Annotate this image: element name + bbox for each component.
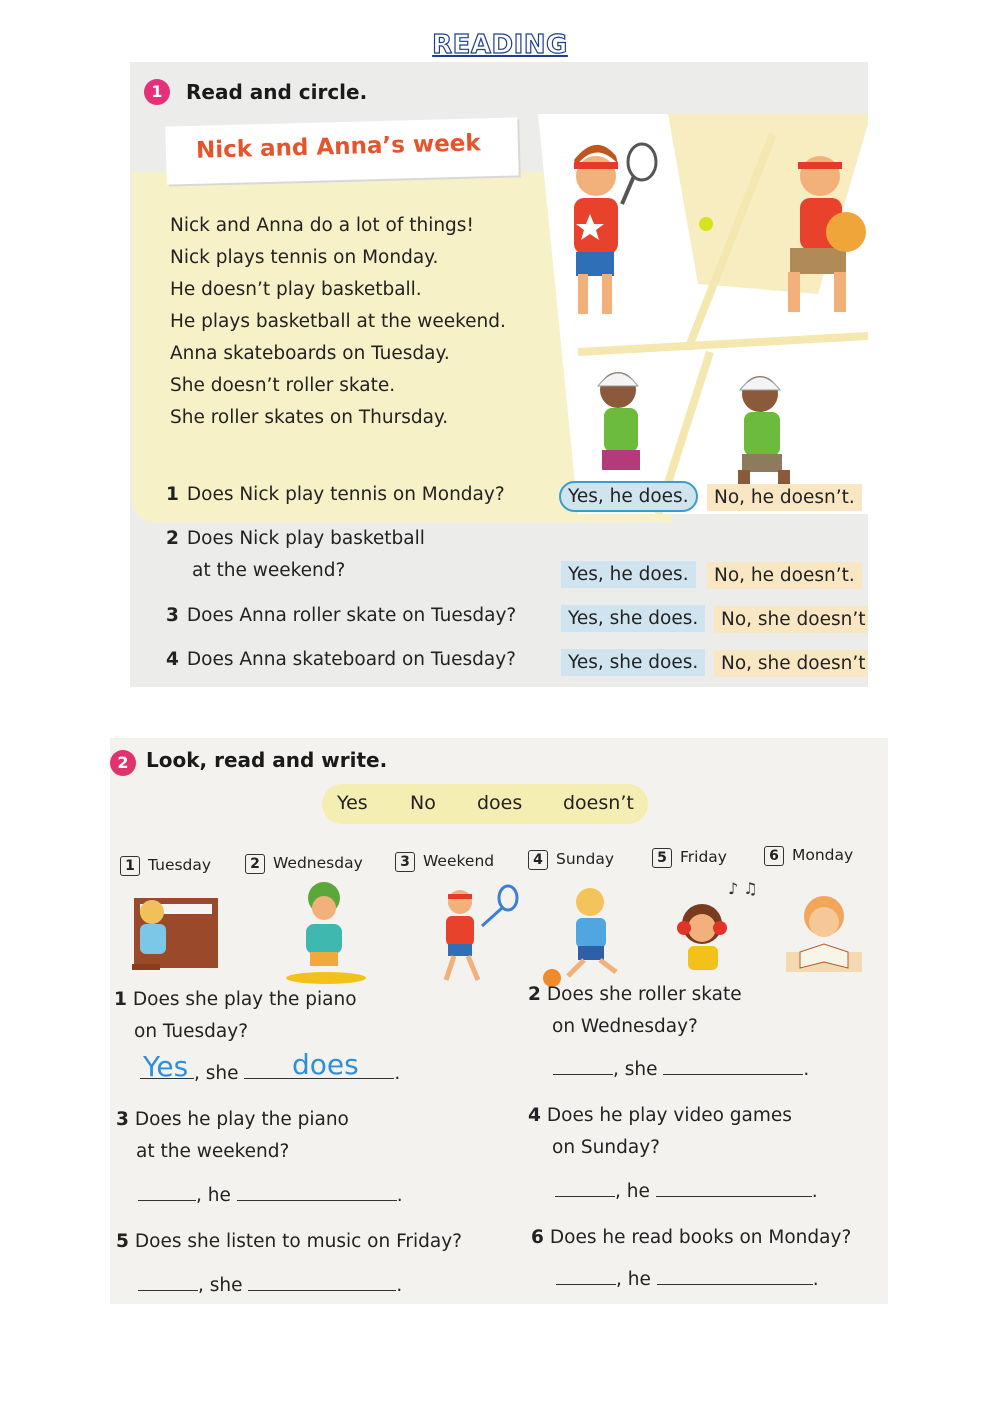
question-line-1: Does he read books on Monday?: [549, 1227, 852, 1248]
tennis-boy-picture: [446, 886, 517, 980]
answer-pronoun: she: [209, 1275, 243, 1296]
answer-line-1: , she .: [140, 1060, 400, 1084]
question-line-1: Does he play the piano: [134, 1109, 349, 1130]
write-question-3: [116, 1104, 349, 1168]
answer-line-4: , he .: [555, 1178, 818, 1202]
day-number: 1: [120, 856, 140, 876]
question-number: 3: [116, 1109, 129, 1130]
story-line: He plays basketball at the weekend.: [170, 311, 506, 332]
handwritten-answer-does[interactable]: does: [292, 1048, 359, 1081]
piano-girl-picture: [132, 898, 218, 970]
day-number: 3: [395, 852, 415, 872]
question-number: 5: [116, 1231, 129, 1252]
day-name: Tuesday: [148, 856, 212, 874]
story-line: Anna skateboards on Tuesday.: [170, 343, 450, 364]
day-number: 2: [245, 854, 265, 874]
question-number: 2: [528, 984, 541, 1005]
answer-line-2: , she .: [553, 1056, 809, 1080]
question-text-cont: at the weekend?: [192, 560, 346, 581]
question-text: Does Anna roller skate on Tuesday?: [186, 605, 517, 626]
day-name: Friday: [680, 848, 727, 866]
answer-blank[interactable]: [138, 1272, 198, 1291]
question-line-2: on Wednesday?: [552, 1016, 698, 1037]
day-name: Sunday: [556, 850, 614, 868]
answer-yes-3[interactable]: Yes, she does.: [561, 605, 705, 632]
answer-blank[interactable]: [553, 1056, 613, 1075]
answer-pronoun: he: [626, 1181, 650, 1202]
question-row-2: [166, 528, 425, 549]
story-line: She roller skates on Thursday.: [170, 407, 449, 428]
day-label-6: [764, 846, 853, 866]
answer-pronoun: she: [624, 1059, 658, 1080]
question-line-1: Does she roller skate: [546, 984, 742, 1005]
write-question-1: [114, 984, 357, 1048]
word-bank-word: No: [410, 792, 436, 814]
answer-no-2[interactable]: No, he doesn’t.: [707, 562, 862, 589]
write-question-2: [528, 979, 742, 1043]
story-line: He doesn’t play basketball.: [170, 279, 422, 300]
story-text: [170, 210, 506, 434]
word-bank-word: does: [477, 792, 523, 814]
question-text: Does Nick play basketball: [186, 528, 425, 549]
answer-blank[interactable]: [555, 1178, 615, 1197]
question-text: Does Nick play tennis on Monday?: [186, 484, 505, 505]
answer-no-3[interactable]: No, she doesn’t: [714, 606, 868, 633]
day-number: 4: [528, 850, 548, 870]
exercise-1-badge: 1: [144, 79, 170, 105]
answer-blank[interactable]: [237, 1182, 397, 1201]
write-question-4: [528, 1100, 792, 1164]
question-number: 1: [166, 484, 179, 505]
skateboard-girl-picture: [286, 882, 366, 984]
story-line: Nick and Anna do a lot of things!: [170, 215, 474, 236]
question-number: 3: [166, 605, 179, 626]
question-number: 1: [114, 989, 127, 1010]
answer-blank[interactable]: [663, 1056, 803, 1075]
answer-line-5: , she .: [138, 1272, 402, 1296]
question-line-2: at the weekend?: [136, 1141, 290, 1162]
day-name: Wednesday: [273, 854, 363, 872]
handwritten-answer-yes[interactable]: Yes: [143, 1050, 189, 1083]
word-bank-word: doesn’t: [563, 792, 634, 814]
story-title: Nick and Anna’s week: [195, 130, 481, 164]
question-line-1: Does he play video games: [546, 1105, 792, 1126]
page-title: READING: [432, 30, 568, 60]
question-line-1: Does she play the piano: [132, 989, 357, 1010]
answer-yes-1[interactable]: Yes, he does.: [559, 481, 698, 512]
question-line-1: Does she listen to music on Friday?: [134, 1231, 462, 1252]
question-row-3: [166, 605, 516, 626]
question-row-1: [166, 484, 505, 505]
answer-pronoun: he: [207, 1185, 231, 1206]
activity-pictures: [110, 868, 888, 988]
question-line-2: on Sunday?: [552, 1137, 660, 1158]
day-name: Weekend: [423, 852, 495, 870]
answer-line-6: , he .: [556, 1266, 819, 1290]
exercise-1: [130, 62, 868, 687]
word-bank: [322, 784, 648, 824]
reading-boy-picture: [786, 896, 862, 972]
day-number: 6: [764, 846, 784, 866]
story-illustration: [538, 114, 868, 514]
answer-blank[interactable]: [138, 1182, 196, 1201]
question-number: 6: [531, 1227, 544, 1248]
write-question-5: [116, 1226, 462, 1258]
story-line: She doesn’t roller skate.: [170, 375, 396, 396]
story-line: Nick plays tennis on Monday.: [170, 247, 439, 268]
svg-text:♪ ♫: ♪ ♫: [728, 879, 758, 898]
answer-blank[interactable]: [248, 1272, 396, 1291]
write-question-6: [531, 1222, 851, 1254]
answer-blank[interactable]: [656, 1178, 812, 1197]
word-bank-word: Yes: [337, 792, 368, 814]
music-girl-picture: [677, 879, 758, 970]
answer-yes-2[interactable]: Yes, he does.: [561, 561, 696, 588]
answer-pronoun: he: [627, 1269, 651, 1290]
question-number: 4: [528, 1105, 541, 1126]
exercise-1-instruction: Read and circle.: [186, 80, 368, 104]
question-row-4: [166, 649, 516, 670]
day-name: Monday: [792, 846, 854, 864]
day-label-4: [528, 850, 614, 870]
exercise-2-badge: 2: [110, 750, 136, 776]
answer-yes-4[interactable]: Yes, she does.: [561, 649, 705, 676]
answer-blank[interactable]: [657, 1266, 813, 1285]
answer-no-4[interactable]: No, she doesn’t: [714, 650, 868, 677]
answer-pronoun: she: [205, 1063, 239, 1084]
question-line-2: on Tuesday?: [134, 1021, 249, 1042]
day-label-5: [652, 848, 727, 868]
question-number: 4: [166, 649, 179, 670]
answer-line-3: , he .: [138, 1182, 403, 1206]
question-number: 2: [166, 528, 179, 549]
exercise-2-instruction: Look, read and write.: [146, 748, 388, 772]
ball-boy-picture: [543, 888, 616, 987]
question-text: Does Anna skateboard on Tuesday?: [186, 649, 516, 670]
answer-blank[interactable]: [556, 1266, 616, 1285]
day-number: 5: [652, 848, 672, 868]
exercise-2: [110, 738, 888, 1304]
answer-no-1[interactable]: No, he doesn’t.: [707, 484, 862, 511]
